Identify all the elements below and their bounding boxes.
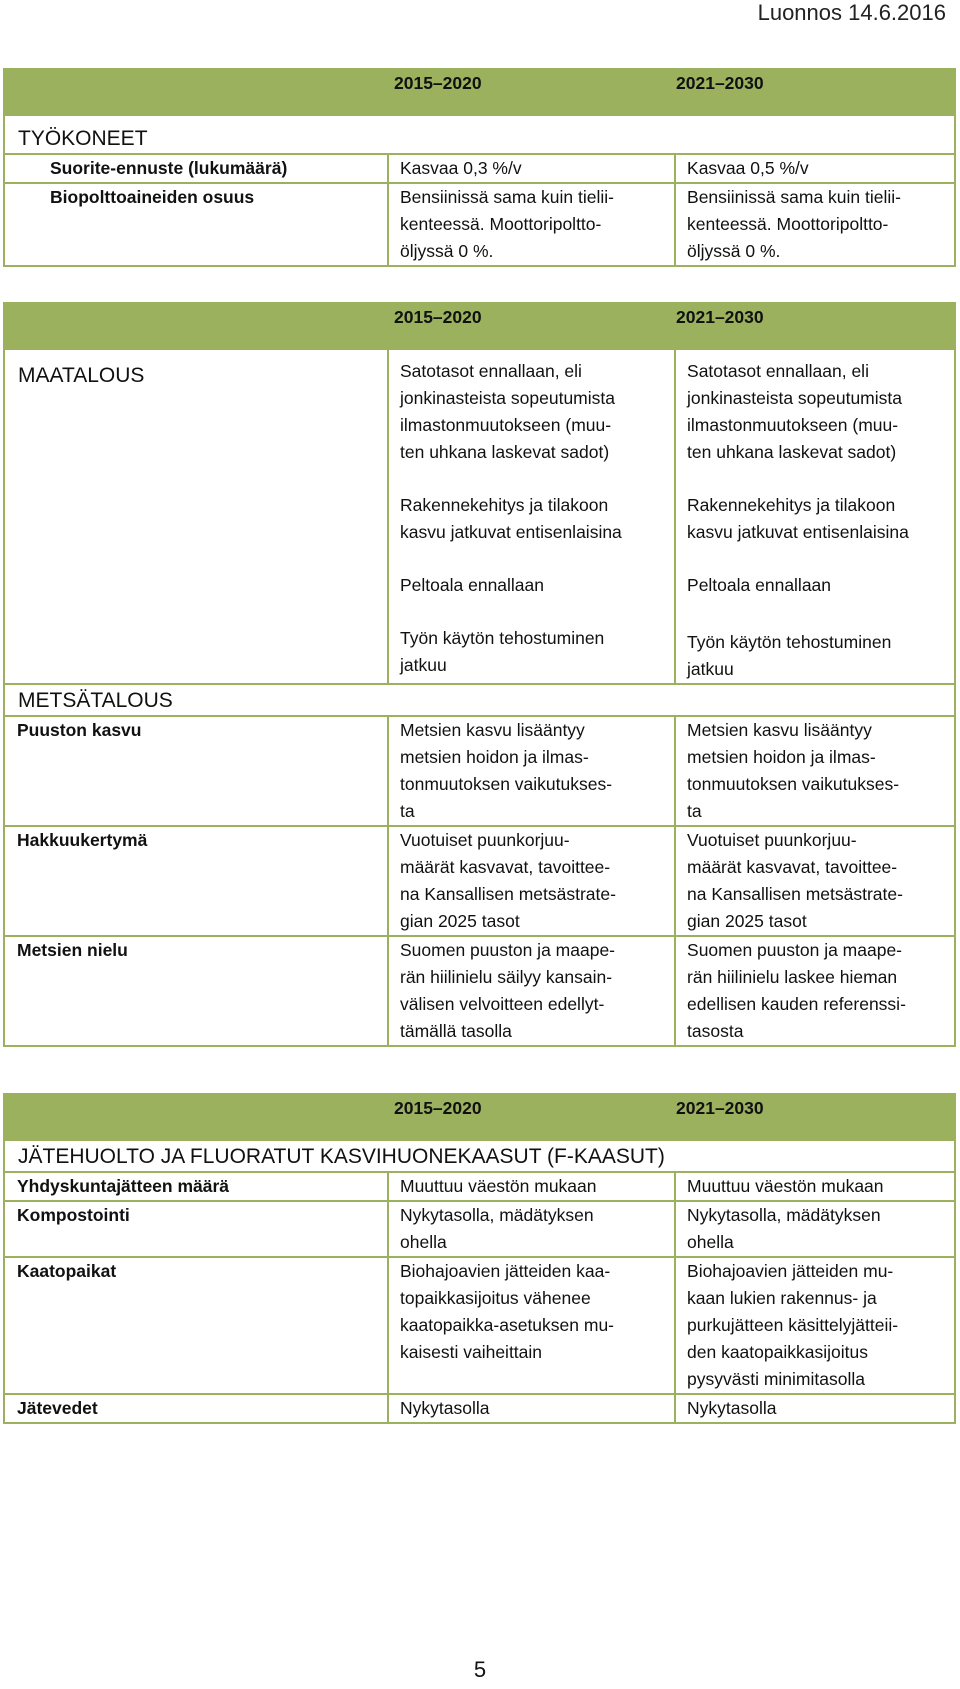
value-2021-2030: Kasvaa 0,5 %/v bbox=[675, 154, 955, 183]
table-row bbox=[4, 1172, 955, 1201]
table-row bbox=[4, 154, 955, 183]
maatalous-metsatalous-table bbox=[3, 302, 956, 1047]
table-row bbox=[4, 716, 955, 826]
value-2021-2030: Biohajoavien jätteiden mu- kaan lukien rakennus- ja purkujätteen käsittelyjätteii- den kaatopaikkasijoitus pysyvästi minimitasolla bbox=[675, 1257, 955, 1394]
value-2015-2020: Nykytasolla bbox=[388, 1394, 675, 1423]
value-2015-2020: Kasvaa 0,3 %/v bbox=[388, 154, 675, 183]
maatalous-text: Rakennekehitys ja tilakoon kasvu jatkuvat entisenlaisina bbox=[400, 495, 622, 542]
value-2015-2020: Bensiinissä sama kuin tielii- kenteessä. Moottoripoltto- öljyssä 0 %. bbox=[388, 183, 675, 266]
row-label: Kompostointi bbox=[4, 1201, 388, 1257]
table-row bbox=[4, 1394, 955, 1423]
section-title-jatehuolto: JÄTEHUOLTO JA FLUORATUT KASVIHUONEKAASUT (F-KAASUT) bbox=[4, 1140, 955, 1172]
value-2015-2020: Nykytasolla, mädätyksen ohella bbox=[388, 1201, 675, 1257]
table-row bbox=[4, 183, 955, 266]
maatalous-text: Rakennekehitys ja tilakoon kasvu jatkuvat entisenlaisina bbox=[687, 495, 909, 542]
maatalous-text: Työn käytön tehostuminen jatkuu bbox=[400, 628, 605, 675]
table-row bbox=[4, 1257, 955, 1394]
table-row bbox=[4, 1201, 955, 1257]
maatalous-text: Satotasot ennallaan, eli jonkinasteista sopeutumista ilmastonmuutokseen (muu- ten uhkana laskevat sadot) bbox=[687, 361, 902, 462]
value-2021-2030: Nykytasolla bbox=[675, 1394, 955, 1423]
value-2015-2020: Muuttuu väestön mukaan bbox=[388, 1172, 675, 1201]
row-label: Hakkuukertymä bbox=[4, 826, 388, 936]
maatalous-2015-2020-cell bbox=[388, 349, 675, 684]
value-2015-2020: Biohajoavien jätteiden kaa- topaikkasijoitus vähenee kaatopaikka-asetuksen mu- kaisesti vaiheittain bbox=[388, 1257, 675, 1394]
table-row bbox=[4, 936, 955, 1046]
row-label: Yhdyskuntajätteen määrä bbox=[4, 1172, 388, 1201]
section-title-tyokoneet: TYÖKONEET bbox=[4, 115, 955, 154]
value-2021-2030: Suomen puuston ja maape- rän hiilinielu laskee hieman edellisen kauden referenssi- tasosta bbox=[675, 936, 955, 1046]
value-2015-2020: Metsien kasvu lisääntyy metsien hoidon ja ilmas- tonmuutoksen vaikutukses- ta bbox=[388, 716, 675, 826]
row-label: Kaatopaikat bbox=[4, 1257, 388, 1394]
maatalous-text: Peltoala ennallaan bbox=[687, 575, 832, 595]
tyokoneet-table bbox=[3, 68, 956, 267]
tyokoneet-header-row bbox=[4, 69, 955, 115]
draft-date-note: Luonnos 14.6.2016 bbox=[757, 0, 946, 25]
period-2015-2020-heading: 2015–2020 bbox=[4, 69, 675, 115]
period-2021-2030-heading: 2021–2030 bbox=[675, 303, 955, 349]
section-title-metsatalous: METSÄTALOUS bbox=[4, 684, 955, 716]
period-2015-2020-heading: 2015–2020 bbox=[4, 1094, 675, 1140]
row-label: Metsien nielu bbox=[4, 936, 388, 1046]
maatalous-text: Työn käytön tehostuminen jatkuu bbox=[687, 632, 892, 679]
jatehuolto-header-row bbox=[4, 1094, 955, 1140]
section-title-maatalous: MAATALOUS bbox=[4, 349, 388, 684]
value-2021-2030: Muuttuu väestön mukaan bbox=[675, 1172, 955, 1201]
table-row bbox=[4, 826, 955, 936]
jatehuolto-table bbox=[3, 1093, 956, 1424]
maatalous-text: Satotasot ennallaan, eli jonkinasteista sopeutumista ilmastonmuutokseen (muu- ten uhkana laskevat sadot) bbox=[400, 361, 615, 462]
maatalous-row bbox=[4, 349, 955, 684]
period-2021-2030-heading: 2021–2030 bbox=[675, 1094, 955, 1140]
row-label: Suorite-ennuste (lukumäärä) bbox=[4, 154, 388, 183]
value-2015-2020: Suomen puuston ja maape- rän hiilinielu säilyy kansain- välisen velvoitteen edellyt- tämällä tasolla bbox=[388, 936, 675, 1046]
row-label: Puuston kasvu bbox=[4, 716, 388, 826]
period-2021-2030-heading: 2021–2030 bbox=[675, 69, 955, 115]
row-label: Biopolttoaineiden osuus bbox=[4, 183, 388, 266]
period-2015-2020-heading: 2015–2020 bbox=[4, 303, 675, 349]
page-number: 5 bbox=[473, 1657, 487, 1682]
maatalous-header-row bbox=[4, 303, 955, 349]
value-2021-2030: Metsien kasvu lisääntyy metsien hoidon ja ilmas- tonmuutoksen vaikutukses- ta bbox=[675, 716, 955, 826]
row-label: Jätevedet bbox=[4, 1394, 388, 1423]
value-2021-2030: Vuotuiset puunkorjuu- määrät kasvavat, tavoittee- na Kansallisen metsästrate- gian 2025 tasot bbox=[675, 826, 955, 936]
maatalous-text: Peltoala ennallaan bbox=[400, 575, 545, 595]
value-2021-2030: Bensiinissä sama kuin tielii- kenteessä. Moottoripoltto- öljyssä 0 %. bbox=[675, 183, 955, 266]
maatalous-2021-2030-cell bbox=[675, 349, 955, 684]
value-2015-2020: Vuotuiset puunkorjuu- määrät kasvavat, tavoittee- na Kansallisen metsästrate- gian 2025 tasot bbox=[388, 826, 675, 936]
value-2021-2030: Nykytasolla, mädätyksen ohella bbox=[675, 1201, 955, 1257]
